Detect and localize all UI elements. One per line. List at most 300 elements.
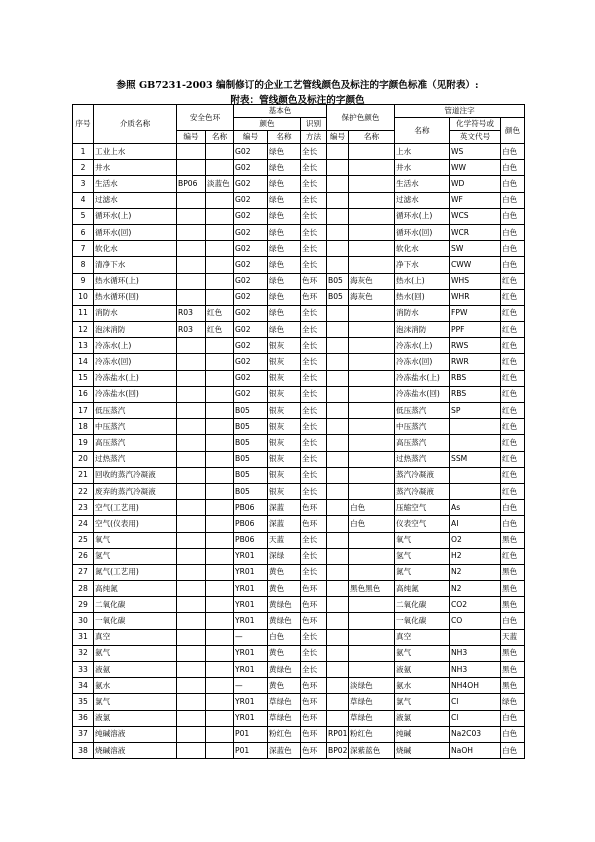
pipe-text-color: 黑色 (501, 678, 525, 694)
ident-method: 全长 (301, 144, 327, 160)
ident-method: 色环 (301, 678, 327, 694)
table-row (73, 742, 525, 758)
medium-name: 过热蒸汽 (94, 451, 177, 467)
protect-color-code (327, 208, 349, 224)
base-color-name: 白色 (268, 629, 301, 645)
protect-color-code: BP02 (327, 742, 349, 758)
pipe-text-color: 红色 (501, 338, 525, 354)
header-sc-name: 名称 (206, 131, 234, 144)
pipe-text-name: 氮气 (395, 564, 450, 580)
pipe-text-name: 氨气 (395, 645, 450, 661)
table-row (73, 208, 525, 224)
pipe-text-name: 氯气 (395, 694, 450, 710)
protect-color-name (349, 467, 395, 483)
pipe-text-code: WCS (450, 208, 501, 224)
pipe-text-name: 冷冻水(回) (395, 354, 450, 370)
protect-color-name (349, 241, 395, 257)
document-title: 参照 GB7231-2003 编制修订的企业工艺管线颜色及标注的字颜色标准（见附表）: (116, 80, 479, 91)
base-color-code: G02 (234, 338, 268, 354)
row-number: 14 (73, 354, 94, 370)
protect-color-name (349, 386, 395, 402)
pipe-text-name: 真空 (395, 629, 450, 645)
protect-color-name (349, 451, 395, 467)
protect-color-name (349, 564, 395, 580)
ident-method: 色环 (301, 500, 327, 516)
protect-color-code (327, 548, 349, 564)
base-color-name: 草绿色 (268, 694, 301, 710)
protect-color-code (327, 613, 349, 629)
pipe-text-color: 白色 (501, 192, 525, 208)
pipe-text-color: 红色 (501, 289, 525, 305)
safety-ring-name (206, 613, 234, 629)
ident-method: 全长 (301, 548, 327, 564)
protect-color-code (327, 662, 349, 678)
pipe-text-code: RBS (450, 370, 501, 386)
safety-ring-code (177, 645, 206, 661)
pipe-color-table (72, 104, 525, 759)
pipe-text-color: 白色 (501, 500, 525, 516)
safety-ring-code (177, 208, 206, 224)
pipe-text-color: 红色 (501, 273, 525, 289)
table-row (73, 597, 525, 613)
table-row (73, 224, 525, 240)
pipe-text-code: N2 (450, 581, 501, 597)
protect-color-name: 海灰色 (349, 289, 395, 305)
table-row (73, 662, 525, 678)
medium-name: 循环水(上) (94, 208, 177, 224)
pipe-text-code: NaOH (450, 742, 501, 758)
table-row (73, 322, 525, 338)
pipe-text-code: NH3 (450, 662, 501, 678)
pipe-text-color: 黑色 (501, 581, 525, 597)
medium-name: 回收的蒸汽冷凝液 (94, 467, 177, 483)
protect-color-name (349, 176, 395, 192)
pipe-text-name: 低压蒸汽 (395, 403, 450, 419)
ident-method: 色环 (301, 273, 327, 289)
base-color-code: YR01 (234, 548, 268, 564)
ident-method: 色环 (301, 710, 327, 726)
table-row (73, 289, 525, 305)
pipe-text-color: 天蓝 (501, 629, 525, 645)
pipe-text-name: 中压蒸汽 (395, 419, 450, 435)
protect-color-name (349, 613, 395, 629)
protect-color-code (327, 322, 349, 338)
safety-ring-name (206, 208, 234, 224)
pipe-text-name: 烧碱 (395, 742, 450, 758)
table-row (73, 532, 525, 548)
pipe-text-name: 氧气 (395, 532, 450, 548)
medium-name: 冷冻盐水(回) (94, 386, 177, 402)
protect-color-code (327, 467, 349, 483)
pipe-text-name: 液氨 (395, 662, 450, 678)
base-color-name: 银灰 (268, 467, 301, 483)
safety-ring-code (177, 338, 206, 354)
medium-name: 冷冻盐水(上) (94, 370, 177, 386)
pipe-text-name: 氢气 (395, 548, 450, 564)
base-color-code: G02 (234, 192, 268, 208)
table-row (73, 144, 525, 160)
table-row (73, 678, 525, 694)
medium-name: 过滤水 (94, 192, 177, 208)
pipe-text-color: 红色 (501, 467, 525, 483)
base-color-code: G02 (234, 160, 268, 176)
ident-method: 色环 (301, 597, 327, 613)
protect-color-name (349, 322, 395, 338)
safety-ring-name (206, 403, 234, 419)
pipe-text-name: 循环水(回) (395, 224, 450, 240)
protect-color-name: 深紫蓝色 (349, 742, 395, 758)
medium-name: 氢气 (94, 548, 177, 564)
table-row (73, 338, 525, 354)
safety-ring-code (177, 694, 206, 710)
safety-ring-name: 红色 (206, 305, 234, 321)
protect-color-code (327, 483, 349, 499)
protect-color-name (349, 597, 395, 613)
pipe-text-code: N2 (450, 564, 501, 580)
protect-color-name (349, 548, 395, 564)
medium-name: 热水循环(回) (94, 289, 177, 305)
base-color-name: 绿色 (268, 144, 301, 160)
protect-color-name (349, 629, 395, 645)
table-row (73, 160, 525, 176)
protect-color-name (349, 532, 395, 548)
table-row (73, 726, 525, 742)
pipe-text-name: 净下水 (395, 257, 450, 273)
base-color-code: G02 (234, 322, 268, 338)
pipe-text-code: Na2C03 (450, 726, 501, 742)
row-number: 33 (73, 662, 94, 678)
base-color-name: 黄色 (268, 678, 301, 694)
table-row (73, 354, 525, 370)
safety-ring-code (177, 597, 206, 613)
pipe-text-name: 冷冻盐水(上) (395, 370, 450, 386)
protect-color-code: RP01 (327, 726, 349, 742)
header-bc-code: 编号 (234, 131, 268, 144)
pipe-text-code: RWR (450, 354, 501, 370)
row-number: 38 (73, 742, 94, 758)
base-color-name: 天蓝 (268, 532, 301, 548)
ident-method: 色环 (301, 581, 327, 597)
header-chem-code: 化学符号或 (450, 118, 501, 131)
pipe-text-code: Cl (450, 694, 501, 710)
base-color-name: 绿色 (268, 192, 301, 208)
protect-color-name: 淡绿色 (349, 678, 395, 694)
ident-method: 全长 (301, 662, 327, 678)
pipe-text-name: 高纯氮 (395, 581, 450, 597)
base-color-code: G02 (234, 370, 268, 386)
row-number: 29 (73, 597, 94, 613)
pipe-text-code: CO (450, 613, 501, 629)
protect-color-name (349, 403, 395, 419)
row-number: 25 (73, 532, 94, 548)
protect-color-name (349, 419, 395, 435)
base-color-code: PB06 (234, 500, 268, 516)
ident-method: 全长 (301, 192, 327, 208)
pipe-text-color: 红色 (501, 483, 525, 499)
pipe-text-code: SP (450, 403, 501, 419)
safety-ring-code (177, 467, 206, 483)
base-color-code: B05 (234, 435, 268, 451)
base-color-code: G02 (234, 241, 268, 257)
protect-color-code (327, 645, 349, 661)
medium-name: 井水 (94, 160, 177, 176)
safety-ring-code (177, 613, 206, 629)
row-number: 35 (73, 694, 94, 710)
header-color: 颜色 (234, 118, 301, 131)
protect-color-code (327, 354, 349, 370)
protect-color-name (349, 645, 395, 661)
pipe-text-color: 白色 (501, 726, 525, 742)
pipe-text-code: H2 (450, 548, 501, 564)
safety-ring-code (177, 386, 206, 402)
safety-ring-code (177, 451, 206, 467)
safety-ring-code (177, 419, 206, 435)
safety-ring-code (177, 678, 206, 694)
table-row (73, 386, 525, 402)
pipe-text-code: NH4OH (450, 678, 501, 694)
protect-color-code (327, 532, 349, 548)
table-row (73, 548, 525, 564)
ident-method: 全长 (301, 176, 327, 192)
pipe-text-code: WHR (450, 289, 501, 305)
pipe-text-code: As (450, 500, 501, 516)
pipe-text-code: WCR (450, 224, 501, 240)
pipe-text-color: 黑色 (501, 564, 525, 580)
table-row (73, 241, 525, 257)
header-bc-name: 名称 (268, 131, 301, 144)
pipe-text-code: FPW (450, 305, 501, 321)
base-color-code: P01 (234, 742, 268, 758)
pipe-text-name: 冷冻盐水(回) (395, 386, 450, 402)
safety-ring-name (206, 678, 234, 694)
ident-method: 全长 (301, 451, 327, 467)
medium-name: 低压蒸汽 (94, 403, 177, 419)
pipe-text-name: 二氧化碳 (395, 597, 450, 613)
ident-method: 全长 (301, 305, 327, 321)
protect-color-code (327, 257, 349, 273)
pipe-text-color: 白色 (501, 176, 525, 192)
protect-color-code (327, 581, 349, 597)
pipe-text-color: 红色 (501, 370, 525, 386)
ident-method: 全长 (301, 160, 327, 176)
row-number: 10 (73, 289, 94, 305)
base-color-name: 绿色 (268, 273, 301, 289)
ident-method: 全长 (301, 403, 327, 419)
medium-name: 氮气(工艺用) (94, 564, 177, 580)
safety-ring-name (206, 694, 234, 710)
row-number: 32 (73, 645, 94, 661)
base-color-name: 绿色 (268, 208, 301, 224)
base-color-code: YR01 (234, 662, 268, 678)
pipe-text-name: 上水 (395, 144, 450, 160)
protect-color-name: 白色 (349, 516, 395, 532)
base-color-name: 绿色 (268, 224, 301, 240)
safety-ring-name (206, 662, 234, 678)
pipe-text-name: 仪表空气 (395, 516, 450, 532)
base-color-code: G02 (234, 354, 268, 370)
protect-color-code (327, 710, 349, 726)
pipe-text-color: 红色 (501, 354, 525, 370)
medium-name: 工业上水 (94, 144, 177, 160)
ident-method: 全长 (301, 386, 327, 402)
medium-name: 真空 (94, 629, 177, 645)
safety-ring-name: 淡蓝色 (206, 176, 234, 192)
pipe-text-name: 热水(上) (395, 273, 450, 289)
base-color-name: 绿色 (268, 160, 301, 176)
base-color-code: YR01 (234, 694, 268, 710)
ident-method: 全长 (301, 629, 327, 645)
medium-name: 冷冻水(回) (94, 354, 177, 370)
protect-color-code (327, 694, 349, 710)
ident-method: 全长 (301, 338, 327, 354)
safety-ring-code (177, 160, 206, 176)
medium-name: 氨水 (94, 678, 177, 694)
header-sc-code: 编号 (177, 131, 206, 144)
base-color-code: G02 (234, 289, 268, 305)
pipe-text-name: 蒸汽冷凝液 (395, 483, 450, 499)
safety-ring-name (206, 645, 234, 661)
base-color-name: 黄色 (268, 564, 301, 580)
safety-ring-code (177, 257, 206, 273)
protect-color-name (349, 224, 395, 240)
medium-name: 液氨 (94, 662, 177, 678)
base-color-code: B05 (234, 483, 268, 499)
pipe-text-color: 红色 (501, 305, 525, 321)
row-number: 23 (73, 500, 94, 516)
protect-color-code (327, 516, 349, 532)
safety-ring-code (177, 726, 206, 742)
ident-method: 全长 (301, 257, 327, 273)
medium-name: 纯碱溶液 (94, 726, 177, 742)
table-row (73, 192, 525, 208)
header-ident: 识别 (301, 118, 327, 131)
ident-method: 全长 (301, 467, 327, 483)
protect-color-name (349, 435, 395, 451)
safety-ring-name (206, 386, 234, 402)
ident-method: 全长 (301, 322, 327, 338)
pipe-text-name: 过滤水 (395, 192, 450, 208)
header-method: 方法 (301, 131, 327, 144)
table-body (73, 144, 525, 759)
header-en-code: 英文代号 (450, 131, 501, 144)
table-row (73, 483, 525, 499)
row-number: 2 (73, 160, 94, 176)
base-color-name: 银灰 (268, 386, 301, 402)
pipe-text-color: 白色 (501, 516, 525, 532)
row-number: 18 (73, 419, 94, 435)
row-number: 20 (73, 451, 94, 467)
safety-ring-name (206, 354, 234, 370)
medium-name: 氧气 (94, 532, 177, 548)
header-pc-code: 编号 (327, 131, 349, 144)
row-number: 4 (73, 192, 94, 208)
base-color-code: YR01 (234, 581, 268, 597)
table-row (73, 257, 525, 273)
ident-method: 色环 (301, 742, 327, 758)
protect-color-name (349, 208, 395, 224)
pipe-text-name: 软化水 (395, 241, 450, 257)
base-color-name: 深绿 (268, 548, 301, 564)
pipe-text-color: 白色 (501, 224, 525, 240)
base-color-code: YR01 (234, 613, 268, 629)
safety-ring-name (206, 581, 234, 597)
protect-color-code (327, 419, 349, 435)
medium-name: 一氧化碳 (94, 613, 177, 629)
pipe-text-code: SW (450, 241, 501, 257)
pipe-text-code: SSM (450, 451, 501, 467)
pipe-text-code (450, 419, 501, 435)
ident-method: 色环 (301, 726, 327, 742)
safety-ring-name: 红色 (206, 322, 234, 338)
table-row (73, 500, 525, 516)
pipe-text-name: 冷冻水(上) (395, 338, 450, 354)
pipe-text-color: 黑色 (501, 645, 525, 661)
safety-ring-code (177, 370, 206, 386)
ident-method: 全长 (301, 241, 327, 257)
row-number: 11 (73, 305, 94, 321)
base-color-name: 绿色 (268, 289, 301, 305)
protect-color-code (327, 144, 349, 160)
medium-name: 空气(工艺用) (94, 500, 177, 516)
safety-ring-code (177, 710, 206, 726)
pipe-text-name: 高压蒸汽 (395, 435, 450, 451)
row-number: 6 (73, 224, 94, 240)
safety-ring-code: R03 (177, 305, 206, 321)
safety-ring-code (177, 662, 206, 678)
protect-color-code (327, 564, 349, 580)
protect-color-code (327, 176, 349, 192)
base-color-code: G02 (234, 386, 268, 402)
safety-ring-code (177, 516, 206, 532)
header-seq: 序号 (73, 105, 94, 144)
table-row (73, 564, 525, 580)
row-number: 19 (73, 435, 94, 451)
medium-name: 烧碱溶液 (94, 742, 177, 758)
protect-color-name: 粉红色 (349, 726, 395, 742)
medium-name: 泡沫消防 (94, 322, 177, 338)
base-color-name: 草绿色 (268, 710, 301, 726)
table-row (73, 467, 525, 483)
protect-color-code (327, 160, 349, 176)
safety-ring-code (177, 532, 206, 548)
medium-name: 空气(仪表用) (94, 516, 177, 532)
medium-name: 废弃的蒸汽冷凝液 (94, 483, 177, 499)
pipe-text-name: 循环水(上) (395, 208, 450, 224)
header-pipe-text: 管道注字 (395, 105, 525, 118)
base-color-code: YR01 (234, 710, 268, 726)
pipe-text-name: 压缩空气 (395, 500, 450, 516)
base-color-name: 绿色 (268, 257, 301, 273)
base-color-name: 绿色 (268, 305, 301, 321)
pipe-text-code (450, 435, 501, 451)
medium-name: 消防水 (94, 305, 177, 321)
protect-color-name (349, 144, 395, 160)
base-color-name: 银灰 (268, 370, 301, 386)
safety-ring-code: BP06 (177, 176, 206, 192)
header-text-color: 颜色 (501, 118, 525, 144)
base-color-name: 绿色 (268, 322, 301, 338)
table-row (73, 305, 525, 321)
safety-ring-name (206, 435, 234, 451)
safety-ring-code (177, 548, 206, 564)
base-color-name: 黄绿色 (268, 597, 301, 613)
protect-color-code (327, 192, 349, 208)
row-number: 17 (73, 403, 94, 419)
base-color-code: — (234, 629, 268, 645)
safety-ring-code (177, 564, 206, 580)
pipe-text-color: 黑色 (501, 662, 525, 678)
medium-name: 二氧化碳 (94, 597, 177, 613)
